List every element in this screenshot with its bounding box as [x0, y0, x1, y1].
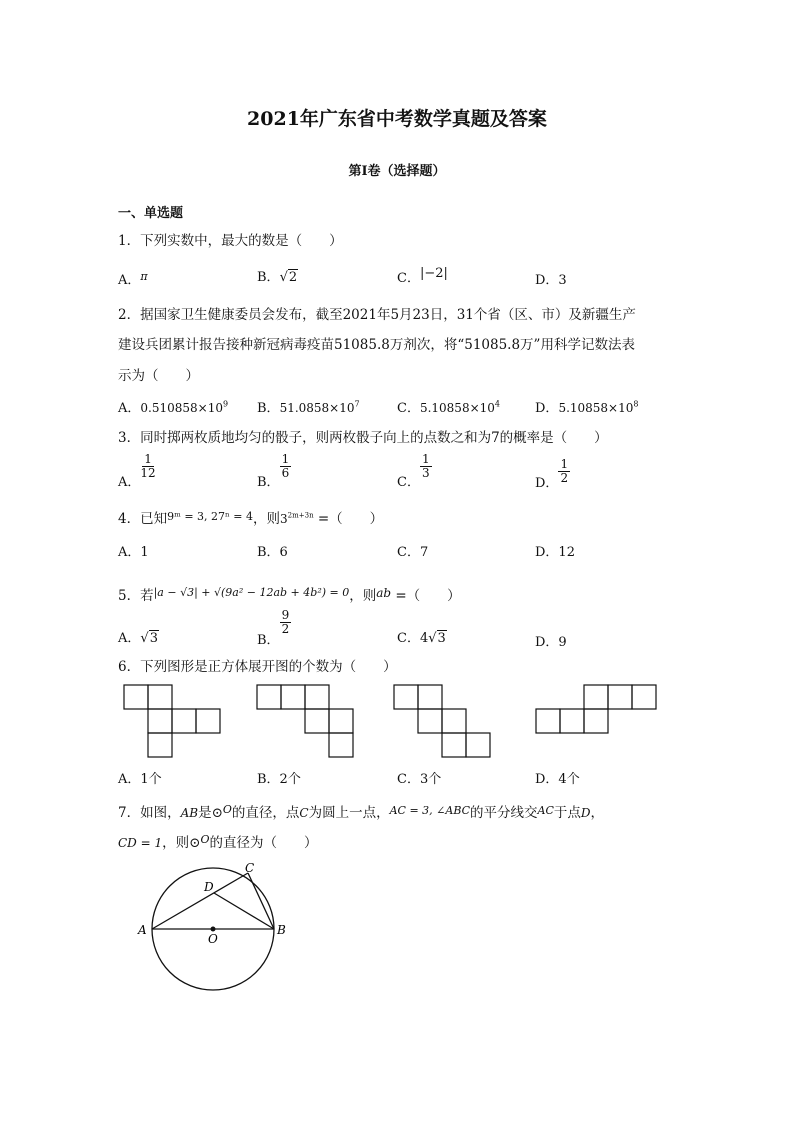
question-1-stem: 1．下列实数中，最大的数是（ ）: [118, 233, 343, 249]
cube-net-2: [257, 685, 353, 757]
q5-option-a: A．√3: [118, 631, 158, 646]
q5-option-d: D．9: [535, 635, 567, 650]
question-2-line-1: 2．据国家卫生健康委员会发布，截至2021年5月23日，31个省（区、市）及新疆生产: [118, 307, 636, 323]
question-4-stem: 4．已知$^{9ᵐ = 3, 27^n = 4}$，则$3^{2m+3n}$ =（ ）: [118, 510, 384, 527]
q3-option-a: A． $\frac{1}{12}$: [118, 452, 156, 490]
cube-net-3: [394, 685, 490, 757]
question-6-stem: 6．下列图形是正方体展开图的个数为（ ）: [118, 659, 397, 675]
q1-option-b: B．√2: [257, 270, 298, 285]
section-heading: 一、单选题: [118, 206, 184, 221]
question-3-stem: 3．同时掷两枚质地均匀的骰子，则两枚骰子向上的点数之和为7的概率是（ ）: [118, 430, 608, 446]
question-2-line-2: 建设兵团累计报告接种新冠病毒疫苗51085.8万剂次，将“51085.8万”用科学记数法表: [118, 337, 635, 353]
label-d: D: [204, 880, 214, 894]
q5-option-b: B． $\frac{9}{2}$: [257, 608, 290, 648]
label-o: O: [208, 932, 218, 946]
q2-option-a: A．$0.510858\times 10^9$: [118, 399, 229, 416]
question-7-line-1: 7．如图，AB是⊙$^O$的直径，点C为圆上一点，$^{AC = 3, \angle ABC}$的平分线交$^{AC}$于点D，: [118, 803, 605, 821]
center-point: [211, 927, 216, 932]
q2-option-b: B．$51.0858\times 10^7$: [257, 399, 360, 416]
label-b: B: [277, 923, 286, 937]
q3-option-c: C． $\frac{1}{3}$: [397, 452, 430, 490]
q6-option-d: D．4个: [535, 772, 580, 787]
q5-option-c: C．4√3: [397, 631, 446, 646]
question-2-line-3: 示为（ ）: [118, 368, 199, 384]
q6-option-a: A．1个: [118, 772, 162, 787]
label-c: C: [245, 861, 255, 875]
q6-option-c: C．3个: [397, 772, 442, 787]
page-title: 2021年广东省中考数学真题及答案: [247, 108, 547, 130]
cube-net-1: [124, 685, 220, 757]
label-a: A: [138, 923, 147, 937]
q6-option-b: B．2个: [257, 772, 301, 787]
question-7-line-2: CD = 1，则⊙$^O$的直径为（ ）: [118, 833, 318, 851]
q4-option-a: A．1: [118, 545, 149, 560]
q1-option-c: C．|−2|: [397, 266, 448, 286]
q3-option-b: B． $\frac{1}{6}$: [257, 452, 290, 490]
q1-option-a: A．$^\pi$: [118, 270, 148, 288]
q4-option-c: C．7: [397, 545, 429, 560]
q2-option-d: D．$5.10858\times 10^8$: [535, 399, 639, 416]
chord-ac: [152, 873, 248, 929]
question-5-stem: 5．若$^{|a - √3| + √(9a^2 - 12ab + 4b^2) = 0}$，则ab =（ ）: [118, 586, 461, 604]
q2-option-c: C．$5.10858\times 10^4$: [397, 399, 500, 416]
paper-subtitle: 第I卷（选择题）: [348, 164, 446, 179]
q4-option-b: B．6: [257, 545, 288, 560]
cube-net-4: [536, 685, 656, 733]
q1-option-d: D．3: [535, 273, 567, 288]
q4-option-d: D．12: [535, 545, 575, 560]
q3-option-d: D． $\frac{1}{2}$: [535, 457, 569, 491]
